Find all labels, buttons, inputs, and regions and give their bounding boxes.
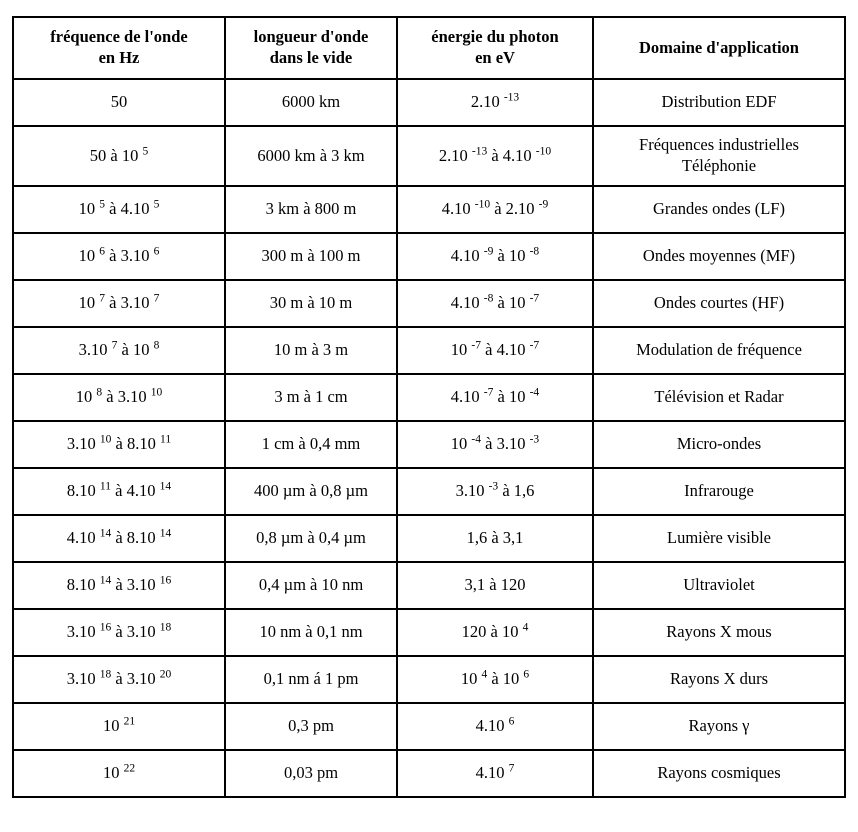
cell-frequence: 10 $^5$ à 4.10 $^5$ [13,186,225,233]
header-line-2: dans le vide [269,48,353,67]
table-row [13,233,845,280]
header-line-2: en eV [475,48,515,67]
cell-longueur-onde: 300 m à 100 m [225,233,397,280]
cell-longueur-onde: 10 nm à 0,1 nm [225,609,397,656]
cell-frequence: 3.10 $^7$ à 10 $^8$ [13,327,225,374]
cell-frequence: 8.10 $^{11}$ à 4.10 $^{14}$ [13,468,225,515]
cell-frequence: 3.10 $^{10}$ à 8.10 $^{11}$ [13,421,225,468]
cell-longueur-onde: 0,4 µm à 10 nm [225,562,397,609]
cell-domaine-application: Modulation de fréquence [593,327,845,374]
header-line-1: longueur d'onde [253,27,369,47]
cell-longueur-onde: 10 m à 3 m [225,327,397,374]
cell-domaine-application: Rayons X mous [593,609,845,656]
table-row [13,468,845,515]
column-header-longueur-onde [225,17,397,79]
cell-energie-photon: 3,1 à 120 [397,562,593,609]
header-line-2: en Hz [98,48,140,67]
cell-longueur-onde: 0,03 pm [225,750,397,797]
cell-longueur-onde: 0,3 pm [225,703,397,750]
table-row [13,327,845,374]
cell-frequence: 50 à 10 $^5$ [13,126,225,186]
cell-longueur-onde: 0,8 µm à 0,4 µm [225,515,397,562]
cell-longueur-onde: 6000 km [225,79,397,126]
cell-longueur-onde: 30 m à 10 m [225,280,397,327]
table-row [13,703,845,750]
cell-energie-photon: 4.10 $^{-9}$ à 10 $^{-8}$ [397,233,593,280]
table-header [13,17,845,79]
cell-frequence: 4.10 $^{14}$ à 8.10 $^{14}$ [13,515,225,562]
cell-energie-photon: 1,6 à 3,1 [397,515,593,562]
table-row [13,186,845,233]
cell-frequence: 10 $^7$ à 3.10 $^7$ [13,280,225,327]
table-row [13,280,845,327]
cell-domaine-application: Ondes moyennes (MF) [593,233,845,280]
cell-energie-photon: 120 à 10 $^4$ [397,609,593,656]
cell-longueur-onde: 1 cm à 0,4 mm [225,421,397,468]
table-body [13,79,845,797]
cell-frequence: 10 $^{21}$ [13,703,225,750]
cell-energie-photon: 2.10 $^{-13}$ [397,79,593,126]
cell-domaine-application: Ondes courtes (HF) [593,280,845,327]
cell-domaine-application: Rayons cosmiques [593,750,845,797]
column-header-frequence [13,17,225,79]
table-row [13,515,845,562]
cell-domaine-application: Rayons X durs [593,656,845,703]
table-row [13,609,845,656]
cell-frequence: 50 [13,79,225,126]
document-page [0,16,858,832]
header-line-1: fréquence de l'onde [50,27,188,47]
cell-domaine-application: Distribution EDF [593,79,845,126]
table-row [13,750,845,797]
cell-domaine-application: Lumière visible [593,515,845,562]
cell-frequence: 10 $^6$ à 3.10 $^6$ [13,233,225,280]
cell-frequence: 10 $^8$ à 3.10 $^{10}$ [13,374,225,421]
cell-energie-photon: 4.10 $^6$ [397,703,593,750]
cell-energie-photon: 10 $^{-7}$ à 4.10 $^{-7}$ [397,327,593,374]
table-row [13,126,845,186]
header-line-1: énergie du photon [431,27,559,47]
cell-domaine-application [593,126,845,186]
cell-energie-photon: 4.10 $^{-10}$ à 2.10 $^{-9}$ [397,186,593,233]
table-row [13,79,845,126]
cell-frequence: 8.10 $^{14}$ à 3.10 $^{16}$ [13,562,225,609]
cell-domaine-application: Grandes ondes (LF) [593,186,845,233]
cell-longueur-onde: 400 µm à 0,8 µm [225,468,397,515]
table-row [13,421,845,468]
domaine-line-2: Téléphonie [681,156,757,175]
cell-energie-photon: 3.10 $^{-3}$ à 1,6 [397,468,593,515]
electromagnetic-spectrum-table [12,16,846,798]
cell-domaine-application: Rayons γ [593,703,845,750]
cell-energie-photon: 10 $^4$ à 10 $^6$ [397,656,593,703]
column-header-domaine-application [593,17,845,79]
cell-energie-photon: 2.10 $^{-13}$ à 4.10 $^{-10}$ [397,126,593,186]
cell-domaine-application: Télévision et Radar [593,374,845,421]
cell-frequence: 3.10 $^{16}$ à 3.10 $^{18}$ [13,609,225,656]
cell-domaine-application: Ultraviolet [593,562,845,609]
cell-frequence: 10 $^{22}$ [13,750,225,797]
column-header-energie-photon [397,17,593,79]
table-row [13,374,845,421]
cell-energie-photon: 4.10 $^{-8}$ à 10 $^{-7}$ [397,280,593,327]
cell-energie-photon: 4.10 $^{-7}$ à 10 $^{-4}$ [397,374,593,421]
cell-frequence: 3.10 $^{18}$ à 3.10 $^{20}$ [13,656,225,703]
cell-longueur-onde: 3 km à 800 m [225,186,397,233]
domaine-line-1: Fréquences industrielles [639,135,799,155]
cell-energie-photon: 10 $^{-4}$ à 3.10 $^{-3}$ [397,421,593,468]
table-row [13,562,845,609]
cell-domaine-application: Micro-ondes [593,421,845,468]
cell-longueur-onde: 3 m à 1 cm [225,374,397,421]
cell-energie-photon: 4.10 $^7$ [397,750,593,797]
cell-longueur-onde: 0,1 nm á 1 pm [225,656,397,703]
table-row [13,656,845,703]
header-row [13,17,845,79]
cell-domaine-application: Infrarouge [593,468,845,515]
header-line-1: Domaine d'application [639,37,799,57]
cell-longueur-onde: 6000 km à 3 km [225,126,397,186]
